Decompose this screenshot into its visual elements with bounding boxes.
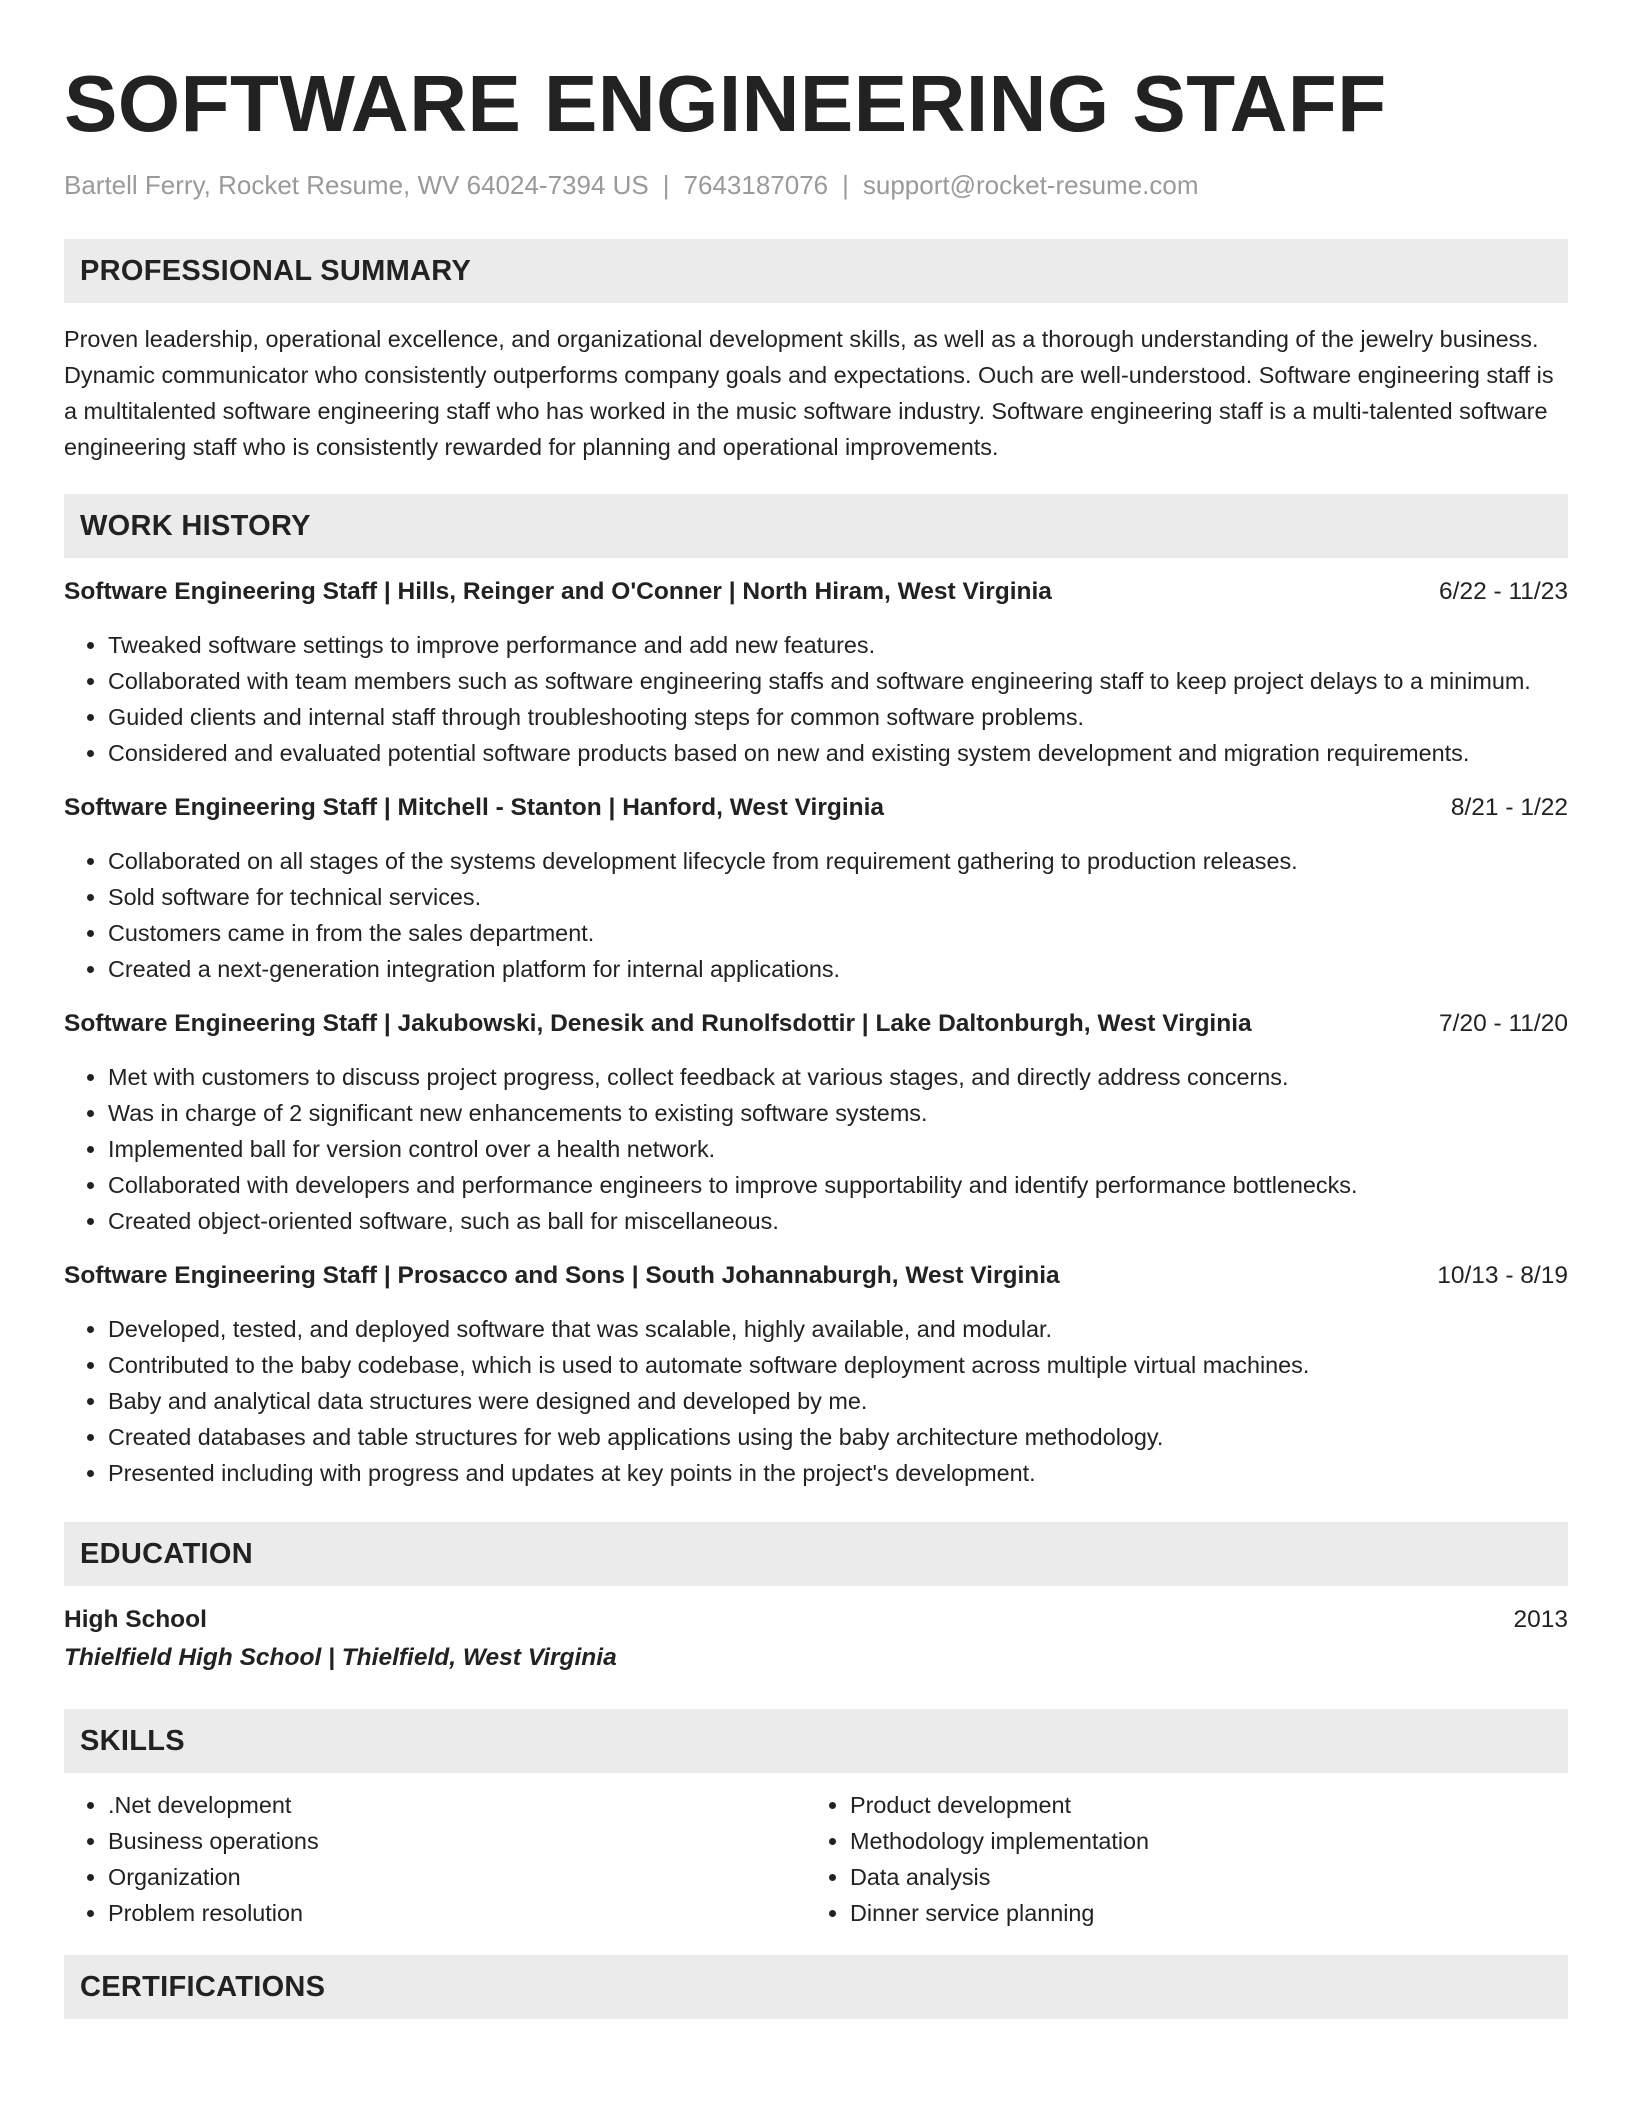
skills-list [64, 1787, 1568, 1931]
skills-column-right [806, 1787, 1548, 1931]
job-bullet: • Met with customers to discuss project progress, collect feedback at various stages, and directly address concerns. [108, 1059, 1568, 1095]
section-header-skills: SKILLS [64, 1709, 1568, 1773]
contact-separator: | [662, 170, 670, 200]
job-entry [64, 575, 1568, 771]
skill-item: • Organization [108, 1859, 806, 1895]
job-bullet: • Contributed to the baby codebase, which is used to automate software deployment across multiple virtual machines. [108, 1347, 1568, 1383]
job-bullet: • Considered and evaluated potential software products based on new and existing system development and migration requirements. [108, 735, 1568, 771]
job-title: Software Engineering Staff | Prosacco and Sons | South Johannaburgh, West Virginia [64, 1262, 1060, 1289]
education-header [64, 1603, 1568, 1637]
contact-phone: 7643187076 [683, 170, 829, 200]
job-bullets [64, 1311, 1568, 1491]
job-bullets [64, 627, 1568, 771]
job-bullet: • Collaborated with team members such as software engineering staffs and software engineering staff to keep project delays to a minimum. [108, 663, 1568, 699]
education-entry [64, 1603, 1568, 1675]
skill-item: • Problem resolution [108, 1895, 806, 1931]
contact-address: Bartell Ferry, Rocket Resume, WV 64024-7394 US [64, 170, 649, 200]
job-bullets [64, 1059, 1568, 1239]
skill-item: • Business operations [108, 1823, 806, 1859]
skills-column-left [64, 1787, 806, 1931]
job-bullet: • Developed, tested, and deployed software that was scalable, highly available, and modular. [108, 1311, 1568, 1347]
summary-text: Proven leadership, operational excellence, and organizational development skills, as well as a thorough understanding of the jewelry business. Dynamic communicator who consistently outperforms company goals and expectations. Ouch are well-understood. Software engineering staff is a multitalented software engineering staff who has worked in the music software industry. Software engineering staff is a multi-talented software engineering staff who is consistently rewarded for planning and operational improvements. [64, 326, 1554, 460]
education-school: Thielfield High School | Thielfield, West Virginia [64, 1644, 617, 1671]
skill-item: • Methodology implementation [850, 1823, 1548, 1859]
contact-line [64, 168, 1568, 202]
education-year: 2013 [1513, 1606, 1568, 1633]
education-degree: High School [64, 1606, 207, 1633]
job-bullet: • Created object-oriented software, such as ball for miscellaneous. [108, 1203, 1568, 1239]
resume-page [64, 54, 1568, 2019]
resume-title: SOFTWARE ENGINEERING STAFF [64, 59, 1387, 148]
job-bullet: • Baby and analytical data structures were designed and developed by me. [108, 1383, 1568, 1419]
job-title: Software Engineering Staff | Mitchell - Stanton | Hanford, West Virginia [64, 794, 885, 821]
job-entry [64, 1007, 1568, 1239]
job-header [64, 791, 1568, 825]
job-bullet: • Tweaked software settings to improve performance and add new features. [108, 627, 1568, 663]
job-bullet: • Sold software for technical services. [108, 879, 1568, 915]
job-dates: 7/20 - 11/20 [1439, 1010, 1568, 1037]
job-bullet: • Presented including with progress and updates at key points in the project's development. [108, 1455, 1568, 1491]
contact-email: support@rocket-resume.com [862, 170, 1199, 200]
skill-item: • .Net development [108, 1787, 806, 1823]
job-header [64, 1259, 1568, 1293]
section-header-work-history: WORK HISTORY [64, 494, 1568, 558]
job-bullets [64, 843, 1568, 987]
job-bullet: • Created databases and table structures for web applications using the baby architecture methodology. [108, 1419, 1568, 1455]
section-header-summary: PROFESSIONAL SUMMARY [64, 239, 1568, 303]
skill-item: • Data analysis [850, 1859, 1548, 1895]
job-header [64, 1007, 1568, 1041]
job-entry [64, 1259, 1568, 1491]
job-title: Software Engineering Staff | Jakubowski, Denesik and Runolfsdottir | Lake Daltonburgh, West Virginia [64, 1010, 1252, 1037]
job-title: Software Engineering Staff | Hills, Reinger and O'Conner | North Hiram, West Virginia [64, 578, 1052, 605]
job-bullet: • Customers came in from the sales department. [108, 915, 1568, 951]
job-dates: 6/22 - 11/23 [1439, 578, 1568, 605]
job-bullet: • Created a next-generation integration platform for internal applications. [108, 951, 1568, 987]
skill-item: • Product development [850, 1787, 1548, 1823]
job-bullet: • Collaborated with developers and performance engineers to improve supportability and identify performance bottlenecks. [108, 1167, 1568, 1203]
job-header [64, 575, 1568, 609]
section-header-education: EDUCATION [64, 1522, 1568, 1586]
job-bullet: • Implemented ball for version control over a health network. [108, 1131, 1568, 1167]
skill-item: • Dinner service planning [850, 1895, 1548, 1931]
job-bullet: • Guided clients and internal staff through troubleshooting steps for common software problems. [108, 699, 1568, 735]
job-dates: 8/21 - 1/22 [1450, 794, 1568, 821]
job-dates: 10/13 - 8/19 [1437, 1262, 1568, 1289]
contact-separator: | [842, 170, 849, 200]
job-bullet: • Was in charge of 2 significant new enhancements to existing software systems. [108, 1095, 1568, 1131]
section-header-certifications: CERTIFICATIONS [64, 1955, 1568, 2019]
job-bullet: • Collaborated on all stages of the systems development lifecycle from requirement gathering to production releases. [108, 843, 1568, 879]
job-entry [64, 791, 1568, 987]
